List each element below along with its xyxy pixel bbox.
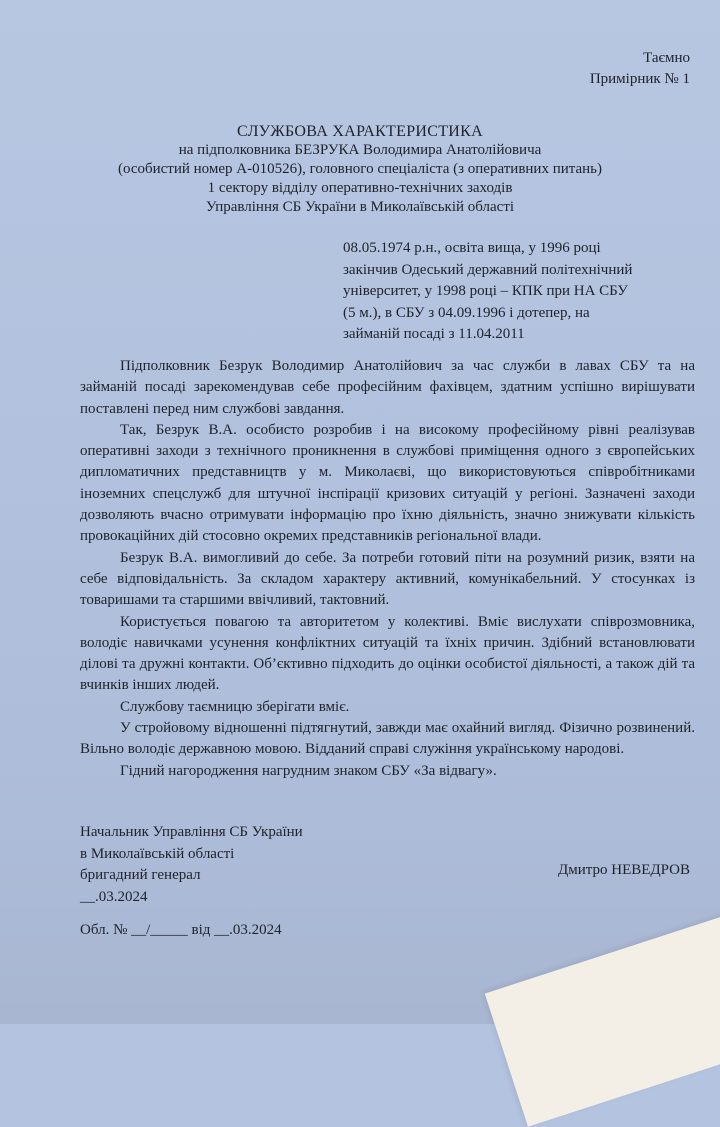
header-line: 1 сектору відділу оперативно-технічних заходів <box>207 180 513 196</box>
body-paragraph: У стройовому відношенні підтягнутий, завжди має охайний вигляд. Фізично розвинений. Вільно володіє державною мовою. Відданий справі служіння українському народові. <box>80 720 695 758</box>
bio-line: університет, у 1998 році – КПК при НА СБУ <box>343 283 628 299</box>
body-paragraph: Користується повагою та авторитетом у колективі. Вміє вислухати співрозмовника, володіє навичками усунення конфліктних ситуацій та їхніх причин. Здібний встановлювати ділові та дружні контакти. Об’єктивно підходить до оцінки особистої діяльності, а також дій та вчинків інших людей. <box>80 613 695 694</box>
biography-summary <box>343 238 691 346</box>
bio-line: (5 м.), в СБУ з 04.09.1996 і дотепер, на <box>343 304 590 321</box>
signatory-line: Начальник Управління СБ України <box>80 824 303 840</box>
header-line: Управління СБ України в Миколаївській області <box>205 199 515 215</box>
body-paragraph: Гідний нагородження нагрудним знаком СБУ «За відвагу». <box>120 762 497 779</box>
classification-level: Таємно <box>643 50 690 66</box>
signatory-line: в Миколаївській області <box>80 845 235 862</box>
document-header <box>60 122 660 217</box>
body-paragraph: Службову таємницю зберігати вміє. <box>120 698 350 715</box>
classification-stamp <box>590 48 690 90</box>
body-paragraph: Підполковник Безрук Володимир Анатолійович за час служби в лавах СБУ та на займаній посаді зарекомендував себе професійним фахівцем, здатним успішно вирішувати поставлені перед ним службові завдання. <box>80 358 695 417</box>
characteristic-body <box>80 356 695 782</box>
body-paragraph: Так, Безрук В.А. особисто розробив і на високому професійному рівні реалізував оперативні заходи з технічного проникнення в службові приміщення одного з європейських дипломатичних представництв у м. Миколаєві, що використовуються співробітниками іноземних спецслужб для штучної інспірації кризових ситуацій у регіоні. Зазначені заходи дозволяють вчасно отримувати інформацію про їхню діяльність, значно знижувати кількість провокаційних дій стосовно окремих представників регіональної влади. <box>80 421 695 545</box>
bio-line: займаній посаді з 11.04.2011 <box>343 326 525 342</box>
bio-line: 08.05.1974 р.н., освіта вища, у 1996 році <box>343 240 601 256</box>
registration-number: Обл. № __/_____ від __.03.2024 <box>80 922 282 938</box>
bio-line: закінчив Одеський державний політехнічний <box>343 261 633 278</box>
header-line: (особистий номер А-010526), головного спеціаліста (з оперативних питань) <box>117 161 603 177</box>
header-line: на підполковника БЕЗРУКА Володимира Анатолійовича <box>178 142 542 158</box>
body-paragraph: Безрук В.А. вимогливий до себе. За потреби готовий піти на розумний ризик, взяти на себе відповідальність. За складом характеру активний, комунікабельний. У стосунках із товаришами та старшими ввічливий, тактовний. <box>80 549 695 609</box>
document-title: СЛУЖБОВА ХАРАКТЕРИСТИКА <box>237 123 483 140</box>
signatory-position <box>80 822 303 908</box>
copy-number: Примірник № 1 <box>589 71 690 87</box>
signatory-name: Дмитро НЕВЕДРОВ <box>558 862 690 878</box>
signatory-line: бригадний генерал <box>80 867 201 883</box>
signature-date: __.03.2024 <box>80 888 148 905</box>
